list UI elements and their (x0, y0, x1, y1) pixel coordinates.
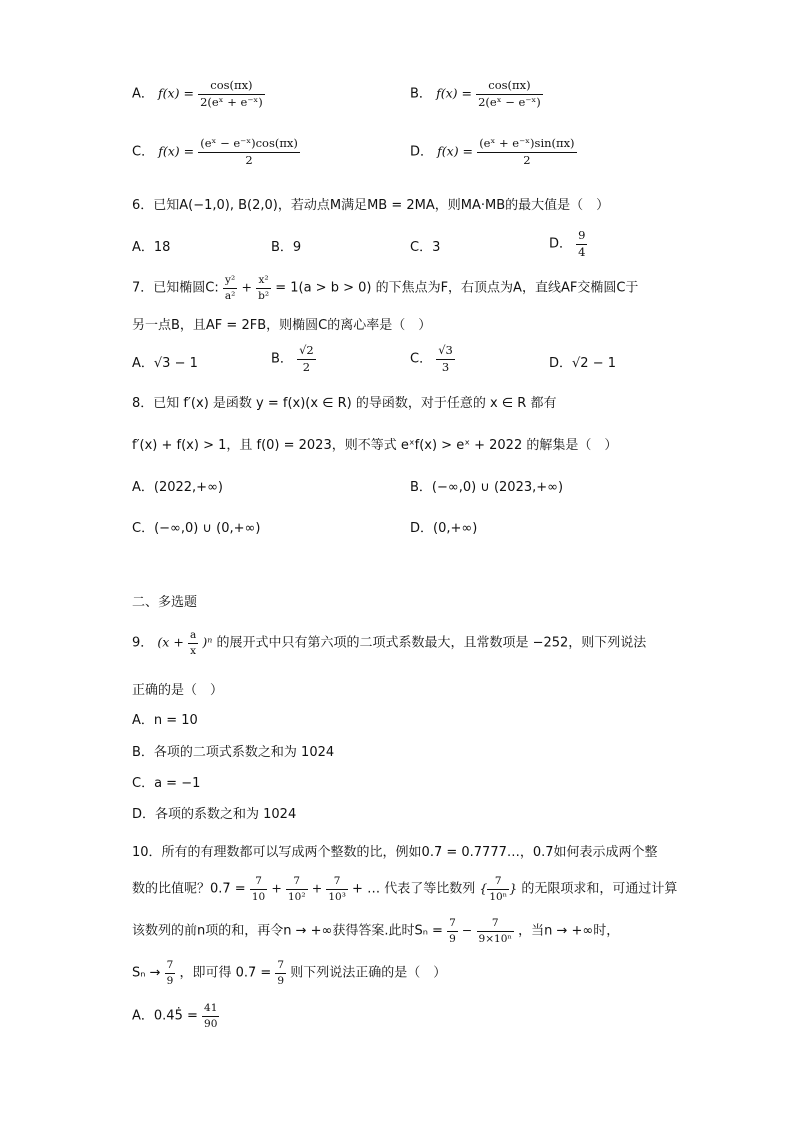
q6-option-d[interactable] (549, 230, 587, 258)
q5-option-c[interactable] (132, 138, 300, 166)
q6-option-a[interactable]: A．18 (132, 240, 171, 255)
option-letter: D． (410, 144, 434, 160)
q10-stem-line2: 数的比值呢？0.7̇ = $\frac{7}{10}$ + $\frac{7}{\text{10²}}$ + $\frac{7}{\text{10³}}$ + … 代表了等比数列 { $\frac{7}{\text{10ⁿ}}$ } 的无限项求和，可通过计算 (132, 875, 678, 903)
option-fraction: $\frac{\cos(\pi x)}{\text{2(eˣ − e⁻ˣ)}}$ (478, 78, 541, 109)
option-letter: C． (132, 144, 155, 160)
q10-stem-line1: 10．所有的有理数都可以写成两个整数的比，例如0.7̇ = 0.7777…，0.7̇如何表示成两个整 (132, 845, 658, 860)
q6-option-c[interactable]: C．3 (410, 240, 441, 255)
option-letter: A． (132, 86, 154, 102)
section-title: 二、多选题 (132, 595, 198, 610)
q7-option-c[interactable]: C． $\frac{√3}{3}$ (410, 343, 453, 374)
q5-option-a[interactable] (132, 80, 265, 108)
q8-option-c[interactable]: C．(−∞,0) ∪ (0,+∞) (132, 521, 261, 536)
q7-option-b[interactable]: B． $\frac{√2}{2}$ (271, 343, 314, 374)
option-letter: D． (549, 236, 573, 252)
option-lhs: f(x) = (437, 143, 474, 159)
fraction: $\frac{a}{x}$ (189, 629, 197, 657)
fraction: $\frac{7}{\text{10ⁿ}}$ (489, 875, 508, 903)
fraction: $\frac{\text{y²}}{\text{a²}}$ (224, 274, 236, 302)
q5-option-d[interactable] (410, 138, 577, 166)
q9-stem-line2: 正确的是（ ） (132, 683, 224, 698)
fraction: $\frac{7}{\text{10²}}$ (287, 875, 306, 903)
q8-stem-line1: 8．已知 f′(x) 是函数 y = f(x)(x ∈ R) 的导函数，对于任意的 x ∈ R 都有 (132, 396, 557, 411)
q9-option-d[interactable]: D．各项的系数之和为 1024 (132, 807, 297, 822)
fraction: $\frac{7}{9}$ (277, 959, 285, 987)
option-fraction: $\frac{41}{90}$ (204, 1002, 218, 1030)
option-letter: B． (410, 86, 432, 102)
q5-option-b[interactable] (410, 80, 543, 108)
q9-option-a[interactable]: A．n = 10 (132, 713, 198, 728)
q7-stem-line1: 7．已知椭圆C: $\frac{\text{y²}}{\text{a²}}$ + $\frac{\text{x²}}{\text{b²}}$ = 1(a > b > 0) 的下焦点为F，右顶点为A，直线AF交椭圆C于 (132, 274, 639, 302)
option-lhs: f(x) = (158, 143, 195, 159)
option-fraction: $\frac{\text{(eˣ + e⁻ˣ)sin(πx)}}{2}$ (479, 136, 575, 167)
q10-option-a[interactable]: A．0.45̇ = $\frac{41}{90}$ (132, 1002, 218, 1030)
q8-stem-line2: f′(x) + f(x) > 1，且 f(0) = 2023，则不等式 eˣf(x) > eˣ + 2022 的解集是（ ） (132, 438, 618, 453)
option-fraction: $\frac{\cos(\pi x)}{\text{2(eˣ + e⁻ˣ)}}$ (200, 78, 263, 109)
fraction: $\frac{7}{9}$ (166, 959, 174, 987)
q10-stem-line3: 该数列的前n项的和，再令n → +∞获得答案.此时Sₙ = $\frac{7}{9}$ − $\frac{7}{\text{9×10ⁿ}}$ ，当n → +∞时， (132, 917, 620, 945)
q9-option-c[interactable]: C．a = −1 (132, 776, 201, 791)
fraction: $\frac{7}{9}$ (449, 917, 456, 945)
q9-option-b[interactable]: B．各项的二项式系数之和为 1024 (132, 745, 335, 760)
option-fraction: $\frac{9}{4}$ (578, 228, 586, 259)
q10-stem-line4: Sₙ → $\frac{7}{9}$ ，即可得 0.7̇ = $\frac{7}{9}$ 则下列说法正确的是（ ） (132, 959, 447, 987)
option-fraction: $\frac{√3}{3}$ (438, 343, 453, 374)
option-lhs: f(x) = (436, 85, 472, 101)
fraction: $\frac{7}{\text{10³}}$ (328, 875, 346, 903)
q8-option-b[interactable]: B．(−∞,0) ∪ (2023,+∞) (410, 480, 564, 495)
option-fraction: $\frac{√2}{2}$ (299, 343, 314, 374)
q7-option-a[interactable]: A．√3 − 1 (132, 356, 198, 371)
fraction: $\frac{\text{x²}}{\text{b²}}$ (258, 274, 270, 302)
q8-option-d[interactable]: D．(0,+∞) (410, 521, 478, 536)
option-lhs: f(x) = (158, 85, 194, 101)
fraction: $\frac{7}{10}$ (251, 875, 266, 903)
q6-option-b[interactable]: B．9 (271, 240, 302, 255)
q6-stem: 6．已知A(−1,0), B(2,0)，若动点M满足MB = 2MA，则MA·MB的最大值是（ ） (132, 198, 610, 213)
q7-stem-line2: 另一点B，且AF = 2FB，则椭圆C的离心率是（ ） (132, 318, 432, 333)
q7-option-d[interactable]: D．√2 − 1 (549, 356, 616, 371)
q8-option-a[interactable]: A．(2022,+∞) (132, 480, 223, 495)
fraction: $\frac{7}{\text{9×10ⁿ}}$ (478, 917, 512, 945)
option-fraction: $\frac{\text{(eˣ − e⁻ˣ)cos(πx)}}{2}$ (200, 136, 298, 167)
q9-stem-line1: 9． (x + $\frac{a}{x}$ )ⁿ 的展开式中只有第六项的二项式系数最大，且常数项是 −252，则下列说法 (132, 629, 647, 657)
